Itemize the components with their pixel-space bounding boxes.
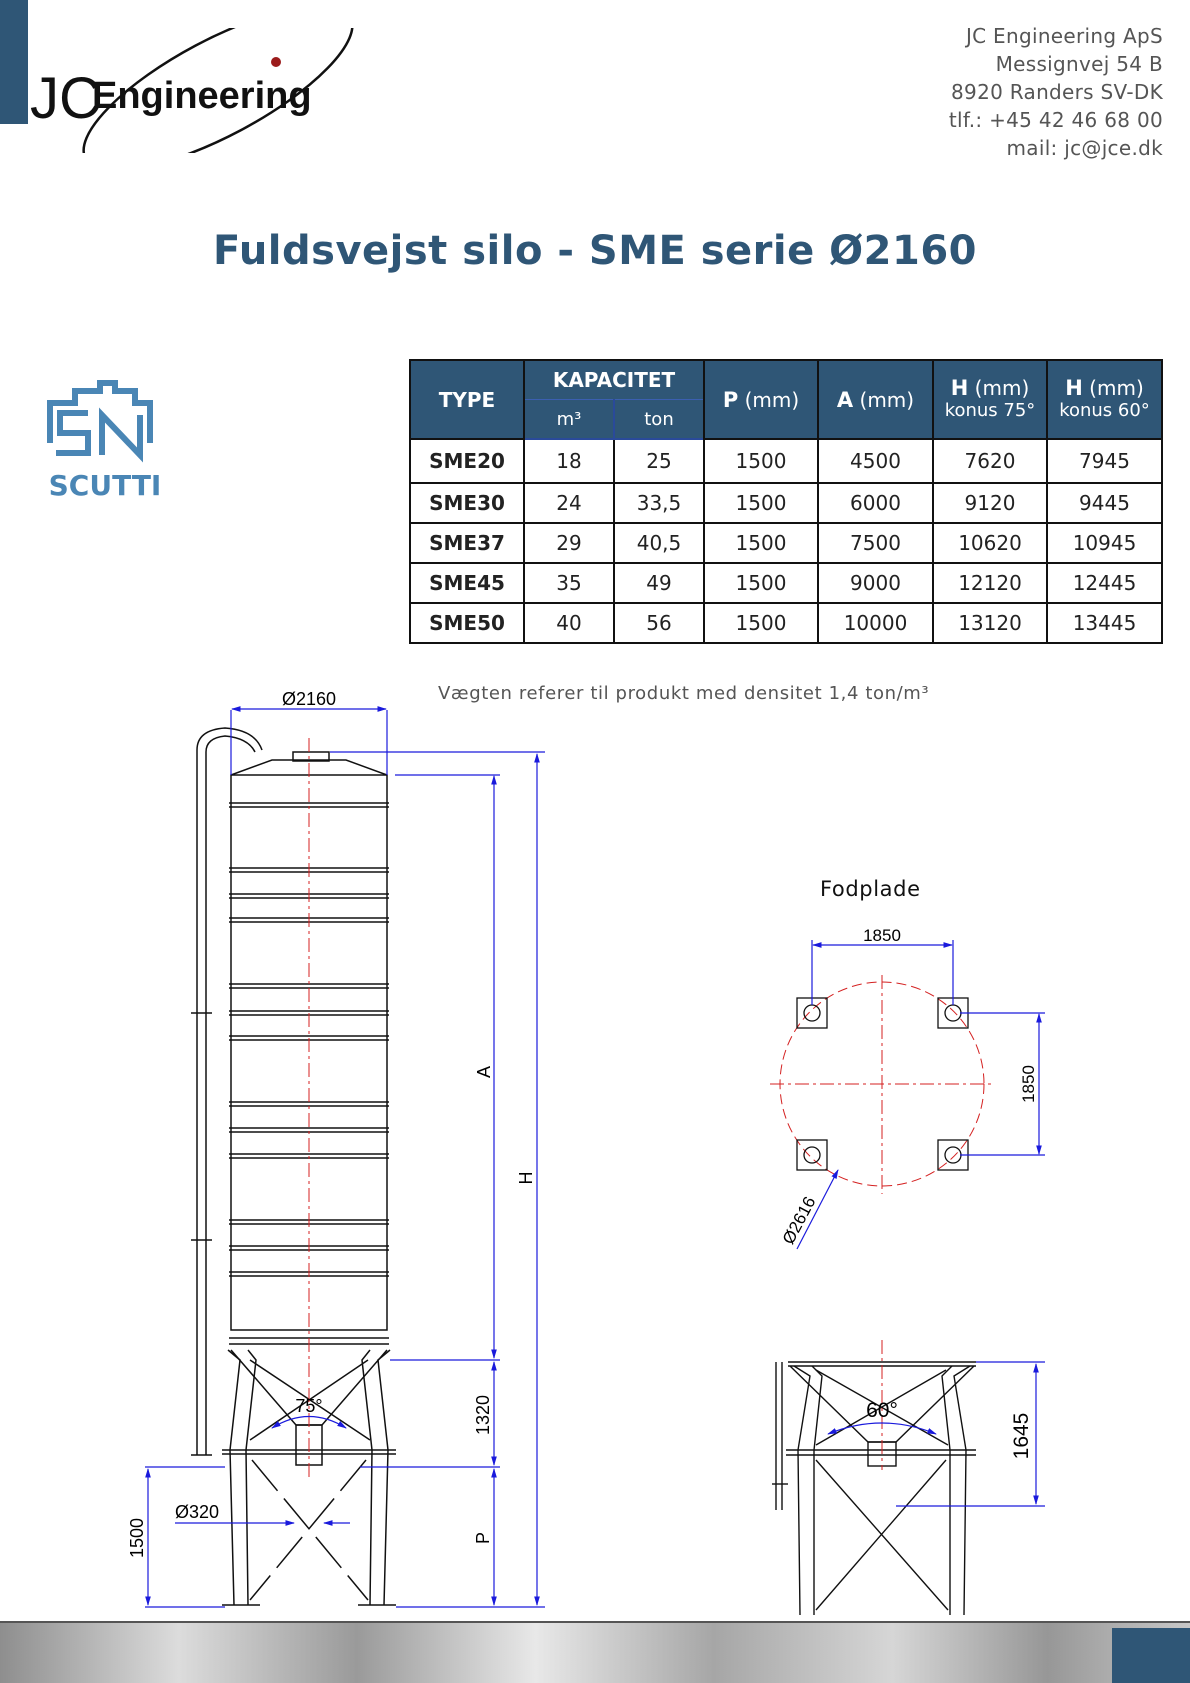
cell-a: 9000 [818, 563, 933, 603]
dim-p-label: P [473, 1531, 493, 1545]
cell-ton: 40,5 [614, 523, 704, 563]
col-header-ton: ton [614, 400, 704, 440]
outlet-diameter-label: Ø320 [175, 1502, 220, 1522]
cell-m3: 40 [524, 603, 614, 643]
table-row [410, 523, 1162, 563]
col-header-p: P (mm) [704, 360, 818, 439]
silo-spec-table [409, 359, 1163, 644]
address-line-company: JC Engineering ApS [965, 24, 1163, 48]
cell-m3: 35 [524, 563, 614, 603]
cell-a: 6000 [818, 483, 933, 523]
cell-p: 1500 [704, 483, 818, 523]
page-title: Fuldsvejst silo - SME serie Ø2160 [212, 228, 978, 274]
cell-type: SME37 [410, 523, 524, 563]
table-row [410, 563, 1162, 603]
col-header-m3: m³ [524, 400, 614, 440]
foot-distance-y-label: 1850 [1019, 1065, 1038, 1103]
footer-accent-block [1112, 1628, 1190, 1683]
dim-h-label: H [516, 1171, 536, 1185]
cell-h60: 12445 [1047, 563, 1162, 603]
cell-type: SME30 [410, 483, 524, 523]
cell-a: 4500 [818, 439, 933, 483]
angle-75-label: 75° [295, 1396, 323, 1416]
cell-ton: 49 [614, 563, 704, 603]
foot-plate-plan [770, 926, 1045, 1249]
scutti-logo-text: SCUTTI [48, 469, 162, 502]
logo-jc-text: JC [30, 66, 101, 131]
company-address [949, 22, 1163, 162]
silo-side-view [191, 728, 396, 1605]
address-line-city: 8920 Randers SV-DK [951, 80, 1163, 104]
cell-ton: 56 [614, 603, 704, 643]
dim-a-label: A [474, 1065, 494, 1079]
dim-1320-label: 1320 [473, 1394, 493, 1436]
cell-type: SME45 [410, 563, 524, 603]
angle-60-label: 60° [866, 1399, 898, 1422]
cell-p: 1500 [704, 439, 818, 483]
cell-h60: 13445 [1047, 603, 1162, 643]
cell-h75: 7620 [933, 439, 1047, 483]
col-header-h60: H (mm) konus 60° [1047, 360, 1162, 439]
company-logo [28, 28, 373, 153]
table-row [410, 603, 1162, 643]
scutti-logo [40, 373, 170, 503]
density-note: Vægten referer til produkt med densitet 1,4 ton/m³ [438, 683, 930, 704]
cell-h75: 9120 [933, 483, 1047, 523]
cell-type: SME20 [410, 439, 524, 483]
technical-drawing [0, 660, 1190, 1620]
diameter-label: Ø2160 [281, 689, 337, 709]
col-header-type: TYPE [410, 360, 524, 439]
col-header-kapacitet: KAPACITET [524, 360, 704, 400]
cell-h60: 7945 [1047, 439, 1162, 483]
cell-a: 7500 [818, 523, 933, 563]
foot-circle-diameter-label: Ø2616 [778, 1193, 820, 1248]
address-line-email: mail: jc@jce.dk [1006, 136, 1163, 160]
foot-plate-title: Fodplade [820, 877, 921, 901]
dim-1645-label: 1645 [1010, 1412, 1033, 1460]
cell-m3: 24 [524, 483, 614, 523]
table-row [410, 439, 1162, 483]
cell-p: 1500 [704, 603, 818, 643]
cell-h75: 12120 [933, 563, 1047, 603]
cell-h60: 9445 [1047, 483, 1162, 523]
cell-a: 10000 [818, 603, 933, 643]
cell-ton: 25 [614, 439, 704, 483]
dim-1500-label: 1500 [127, 1517, 147, 1559]
cell-h75: 13120 [933, 603, 1047, 643]
address-line-phone: tlf.: +45 42 46 68 00 [948, 108, 1163, 132]
cell-p: 1500 [704, 523, 818, 563]
cell-h75: 10620 [933, 523, 1047, 563]
cell-p: 1500 [704, 563, 818, 603]
footer-brushed-metal-band [0, 1623, 1190, 1683]
address-line-street: Messignvej 54 B [995, 52, 1163, 76]
cell-h60: 10945 [1047, 523, 1162, 563]
cell-type: SME50 [410, 603, 524, 643]
cell-m3: 29 [524, 523, 614, 563]
logo-engineering-text: Engineering [92, 75, 312, 117]
brand-accent-bar [0, 0, 28, 124]
table-row [410, 483, 1162, 523]
cell-ton: 33,5 [614, 483, 704, 523]
col-header-a: A (mm) [818, 360, 933, 439]
cell-m3: 18 [524, 439, 614, 483]
col-header-h75: H (mm) konus 75° [933, 360, 1047, 439]
foot-distance-x-label: 1850 [863, 926, 901, 945]
